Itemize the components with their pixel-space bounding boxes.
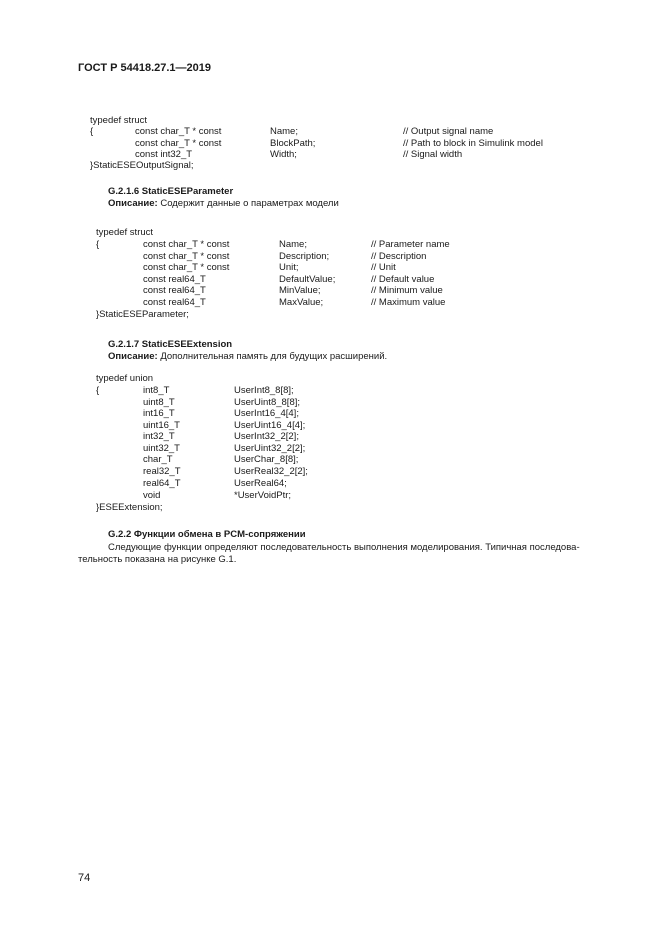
code-type: int32_T (143, 431, 175, 442)
code-brace: { (96, 385, 100, 396)
code-keyword: typedef union (96, 373, 154, 384)
code-type: const char_T * const (143, 239, 230, 250)
code-field: UserInt8_8[8]; (234, 385, 294, 396)
code-field: BlockPath; (270, 138, 316, 149)
code-comment: // Unit (371, 262, 396, 273)
code-comment: // Output signal name (403, 126, 494, 137)
code-brace: { (90, 126, 94, 137)
code-comment: // Parameter name (371, 239, 450, 250)
description-label: Описание: (108, 351, 158, 362)
section-heading: G.2.1.7 StaticESEExtension (108, 339, 233, 350)
code-comment: // Path to block in Simulink model (403, 138, 543, 149)
code-field: MaxValue; (279, 297, 324, 308)
code-type: const char_T * const (135, 138, 222, 149)
code-type: int8_T (143, 385, 170, 396)
description-text: Содержит данные о параметрах модели (157, 198, 339, 209)
page-number: 74 (78, 872, 91, 884)
code-type: const char_T * const (135, 126, 222, 137)
code-comment: // Minimum value (371, 285, 443, 296)
code-type: int16_T (143, 408, 175, 419)
code-type: void (143, 490, 161, 501)
code-field: UserReal64; (234, 478, 287, 489)
code-type: uint16_T (143, 420, 180, 431)
code-field: Name; (270, 126, 298, 137)
code-comment: // Maximum value (371, 297, 446, 308)
code-field: DefaultValue; (279, 274, 336, 285)
code-type: real64_T (143, 478, 181, 489)
code-type: real32_T (143, 466, 181, 477)
code-field: Name; (279, 239, 307, 250)
description-label: Описание: (108, 198, 158, 209)
code-type: const real64_T (143, 285, 206, 296)
code-field: UserReal32_2[2]; (234, 466, 308, 477)
code-type: char_T (143, 454, 173, 465)
section-description (108, 351, 387, 362)
code-comment: // Default value (371, 274, 435, 285)
code-field: UserChar_8[8]; (234, 454, 299, 465)
code-type: uint32_T (143, 443, 180, 454)
code-close: }StaticESEParameter; (96, 309, 189, 320)
code-type: uint8_T (143, 397, 175, 408)
code-keyword: typedef struct (90, 115, 148, 126)
code-close: }StaticESEOutputSignal; (90, 160, 194, 171)
code-comment: // Description (371, 251, 427, 262)
section-heading: G.2.1.6 StaticESEParameter (108, 186, 234, 197)
code-close: }ESEExtension; (96, 502, 163, 513)
code-comment: // Signal width (403, 149, 463, 160)
code-field: MinValue; (279, 285, 321, 296)
code-field: Description; (279, 251, 330, 262)
code-type: const real64_T (143, 297, 206, 308)
code-keyword: typedef struct (96, 227, 154, 238)
section-heading: G.2.2 Функции обмена в PCM-сопряжении (108, 529, 306, 540)
body-paragraph-line: Следующие функции определяют последовательность выполнения моделирования. Типичная последова- (108, 542, 580, 553)
code-type: const char_T * const (143, 262, 230, 273)
code-type: const char_T * const (143, 251, 230, 262)
code-field: UserUint32_2[2]; (234, 443, 306, 454)
document-header: ГОСТ Р 54418.27.1—2019 (78, 62, 212, 74)
code-type: const int32_T (135, 149, 193, 160)
code-field: UserUint8_8[8]; (234, 397, 301, 408)
code-field: *UserVoidPtr; (234, 490, 292, 501)
code-field: UserInt32_2[2]; (234, 431, 299, 442)
section-description (108, 198, 339, 209)
body-paragraph-line: тельность показана на рисунке G.1. (78, 554, 237, 565)
description-text: Дополнительная память для будущих расширений. (157, 351, 388, 362)
code-brace: { (96, 239, 100, 250)
code-field: Width; (270, 149, 297, 160)
code-field: UserUint16_4[4]; (234, 420, 306, 431)
code-type: const real64_T (143, 274, 206, 285)
code-field: Unit; (279, 262, 299, 273)
code-field: UserInt16_4[4]; (234, 408, 299, 419)
